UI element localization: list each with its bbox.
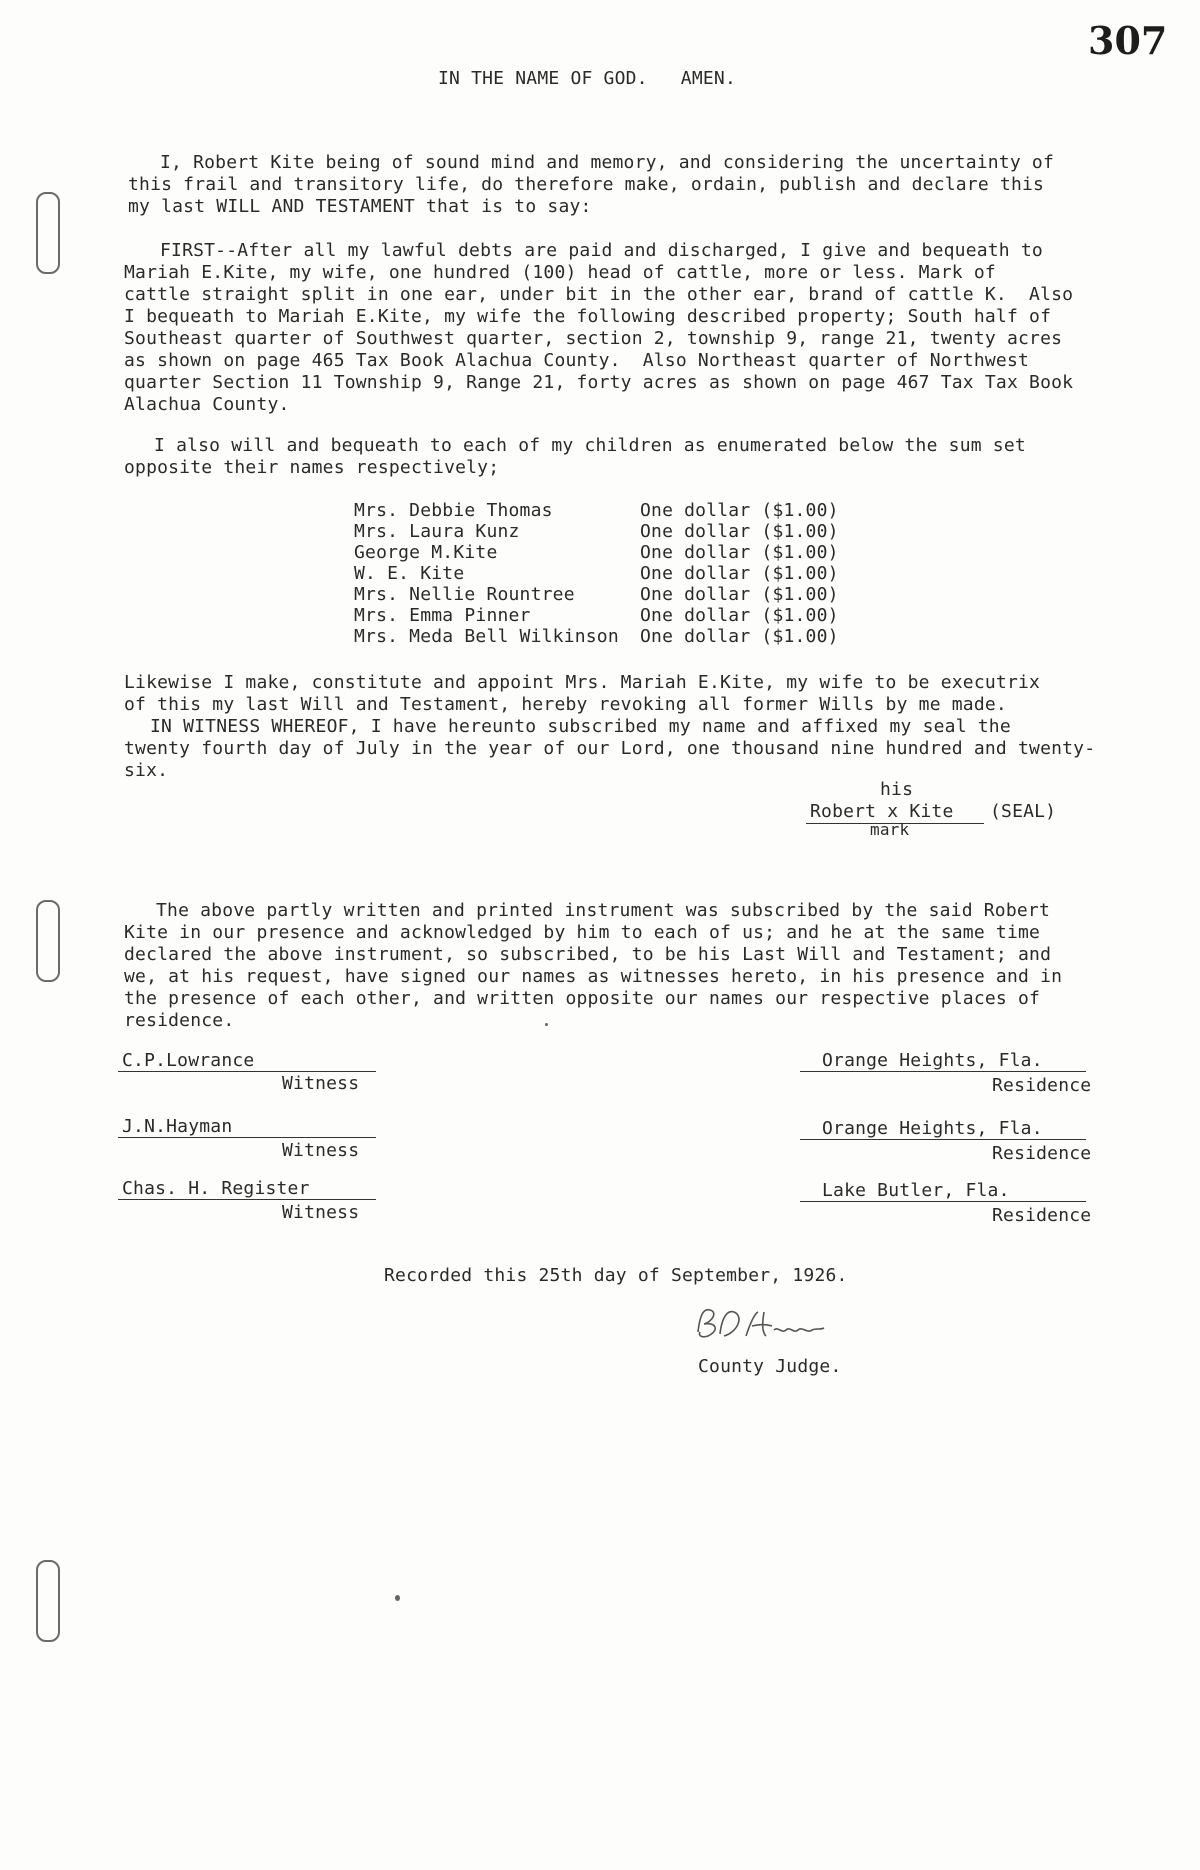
executrix-clause-line: IN WITNESS WHEREOF, I have hereunto subscribed my name and affixed my seal the <box>150 716 1011 737</box>
bequest-name: Mrs. Nellie Rountree <box>354 584 575 605</box>
bequest-amount: One dollar ($1.00) <box>640 500 839 521</box>
witness-name: Chas. H. Register <box>122 1178 310 1199</box>
bequest-name: Mrs. Meda Bell Wilkinson <box>354 626 619 647</box>
witness-label: Witness <box>282 1202 360 1223</box>
bequest-amount: One dollar ($1.00) <box>640 542 839 563</box>
first-clause-line: Mariah E.Kite, my wife, one hundred (100) head of cattle, more or less. Mark of <box>124 262 996 283</box>
first-clause-line: quarter Section 11 Township 9, Range 21, forty acres as shown on page 467 Tax Tax Book <box>124 372 1074 393</box>
bequest-name: Mrs. Emma Pinner <box>354 605 531 626</box>
bequest-amount: One dollar ($1.00) <box>640 563 839 584</box>
bequest-name: George M.Kite <box>354 542 498 563</box>
testator-mark: mark <box>870 820 910 839</box>
document-heading: IN THE NAME OF GOD. AMEN. <box>438 68 736 89</box>
bequest-amount: One dollar ($1.00) <box>640 626 839 647</box>
residence-label: Residence <box>992 1143 1092 1164</box>
binder-hole-middle <box>36 900 60 982</box>
binder-hole-bottom <box>36 1560 60 1642</box>
attestation-line: declared the above instrument, so subscribed, to be his Last Will and Testament; and <box>124 944 1052 965</box>
judge-signature <box>690 1300 830 1348</box>
intro-line: my last WILL AND TESTAMENT that is to say: <box>128 196 592 217</box>
recorded-line: Recorded this 25th day of September, 1926. <box>384 1265 848 1286</box>
residence-label: Residence <box>992 1075 1092 1096</box>
page-number: 307 <box>1088 18 1168 63</box>
executrix-clause-line: twenty fourth day of July in the year of our Lord, one thousand nine hundred and twenty- <box>124 738 1096 759</box>
first-clause-line: I bequeath to Mariah E.Kite, my wife the following described property; South half of <box>124 306 1052 327</box>
attestation-line: The above partly written and printed instrument was subscribed by the said Robert <box>156 900 1050 921</box>
intro-line: this frail and transitory life, do therefore make, ordain, publish and declare this <box>128 174 1045 195</box>
bequest-amount: One dollar ($1.00) <box>640 605 839 626</box>
executrix-clause-line: of this my last Will and Testament, hereby revoking all former Wills by me made. <box>124 694 1007 715</box>
executrix-clause-line: six. <box>124 760 169 781</box>
witness-line <box>118 1071 376 1072</box>
witness-residence: Orange Heights, Fla. <box>822 1118 1043 1139</box>
attestation-line: Kite in our presence and acknowledged by him to each of us; and he at the same time <box>124 922 1041 943</box>
children-clause-line: opposite their names respectively; <box>124 457 500 478</box>
children-clause-line: I also will and bequeath to each of my children as enumerated below the sum set <box>154 435 1026 456</box>
bequest-amount: One dollar ($1.00) <box>640 521 839 542</box>
residence-line <box>800 1139 1086 1140</box>
attestation-line: residence. <box>124 1010 235 1031</box>
scan-speck <box>395 1595 400 1601</box>
attestation-line: the presence of each other, and written opposite our names our respective places of <box>124 988 1041 1009</box>
scan-speck <box>545 1023 548 1026</box>
first-clause-line: cattle straight split in one ear, under bit in the other ear, brand of cattle K. Also <box>124 284 1074 305</box>
first-clause-line: Southeast quarter of Southwest quarter, section 2, township 9, range 21, twenty acres <box>124 328 1063 349</box>
bequest-amount: One dollar ($1.00) <box>640 584 839 605</box>
binder-hole-top <box>36 192 60 274</box>
first-clause-line: Alachua County. <box>124 394 290 415</box>
witness-line <box>118 1199 376 1200</box>
witness-label: Witness <box>282 1140 360 1161</box>
bequest-name: Mrs. Debbie Thomas <box>354 500 553 521</box>
residence-label: Residence <box>992 1205 1092 1226</box>
intro-line: I, Robert Kite being of sound mind and memory, and considering the uncertainty of <box>160 152 1054 173</box>
executrix-clause-line: Likewise I make, constitute and appoint Mrs. Mariah E.Kite, my wife to be executrix <box>124 672 1041 693</box>
testator-his: his <box>880 779 914 800</box>
bequest-name: Mrs. Laura Kunz <box>354 521 520 542</box>
witness-label: Witness <box>282 1073 360 1094</box>
residence-line <box>800 1201 1086 1202</box>
bequest-name: W. E. Kite <box>354 563 465 584</box>
witness-residence: Orange Heights, Fla. <box>822 1050 1043 1071</box>
testator-seal: (SEAL) <box>990 801 1057 822</box>
first-clause-line: as shown on page 465 Tax Book Alachua County. Also Northeast quarter of Northwest <box>124 350 1030 371</box>
witness-name: J.N.Hayman <box>122 1116 233 1137</box>
residence-line <box>800 1071 1086 1072</box>
testator-name: Robert x Kite <box>810 801 954 822</box>
first-clause-line: FIRST--After all my lawful debts are paid and discharged, I give and bequeath to <box>160 240 1043 261</box>
judge-title: County Judge. <box>698 1356 842 1377</box>
witness-name: C.P.Lowrance <box>122 1050 255 1071</box>
witness-line <box>118 1137 376 1138</box>
attestation-line: we, at his request, have signed our names as witnesses hereto, in his presence and in <box>124 966 1063 987</box>
witness-residence: Lake Butler, Fla. <box>822 1180 1010 1201</box>
